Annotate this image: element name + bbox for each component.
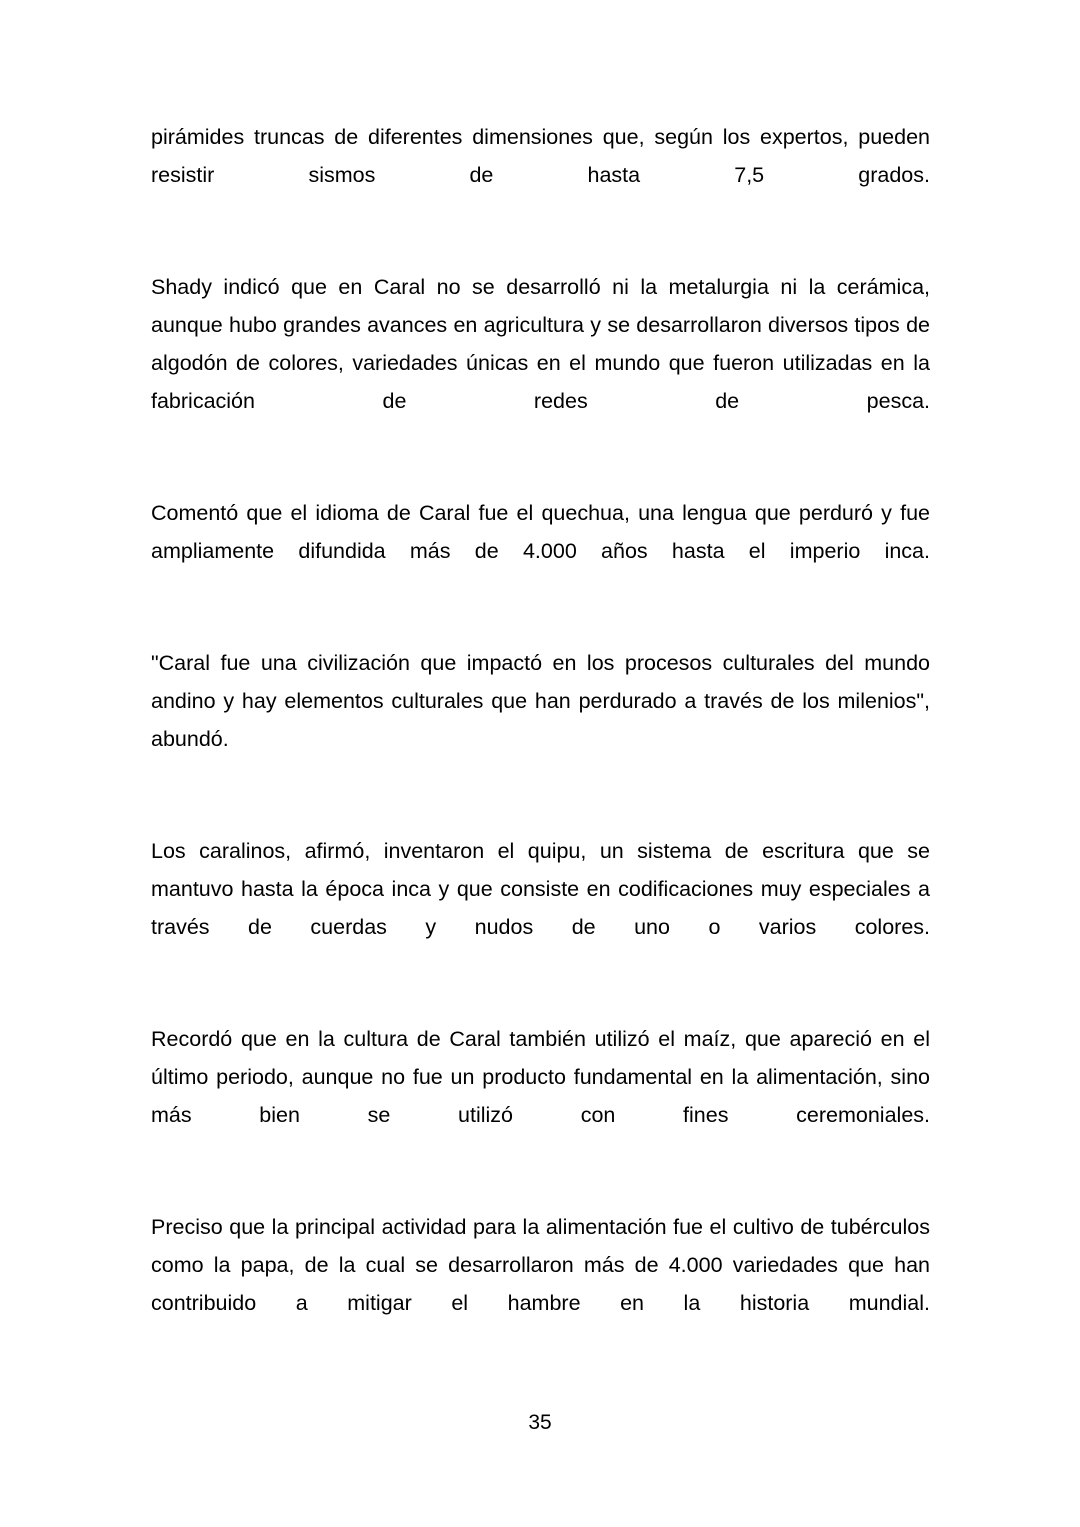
body-text-column — [151, 118, 930, 1360]
body-paragraph: Shady indicó que en Caral no se desarrolló ni la metalurgia ni la cerámica, aunque hubo grandes avances en agricultura y se desarrollaron diversos tipos de algodón de colores, variedades únicas en el mundo que fueron utilizadas en la fabricación de redes de pesca. — [151, 275, 930, 413]
body-paragraph: Comentó que el idioma de Caral fue el quechua, una lengua que perduró y fue ampliamente difundida más de 4.000 años hasta el imperio inca. — [151, 501, 930, 563]
body-paragraph: Los caralinos, afirmó, inventaron el quipu, un sistema de escritura que se mantuvo hasta la época inca y que consiste en codificaciones muy especiales a través de cuerdas y nudos de uno o varios colores. — [151, 839, 930, 939]
page-number: 35 — [528, 1411, 552, 1434]
body-paragraph: Recordó que en la cultura de Caral también utilizó el maíz, que apareció en el último periodo, aunque no fue un producto fundamental en la alimentación, sino más bien se utilizó con fines ceremoniales. — [151, 1027, 930, 1127]
body-paragraph: pirámides truncas de diferentes dimensiones que, según los expertos, pueden resistir sismos de hasta 7,5 grados. — [151, 125, 930, 187]
body-paragraph: Preciso que la principal actividad para la alimentación fue el cultivo de tubérculos como la papa, de la cual se desarrollaron más de 4.000 variedades que han contribuido a mitigar el hambre en la historia mundial. — [151, 1215, 930, 1315]
body-paragraph-quote: "Caral fue una civilización que impactó en los procesos culturales del mundo andino y hay elementos culturales que han perdurado a través de los milenios", abundó. — [151, 651, 930, 751]
